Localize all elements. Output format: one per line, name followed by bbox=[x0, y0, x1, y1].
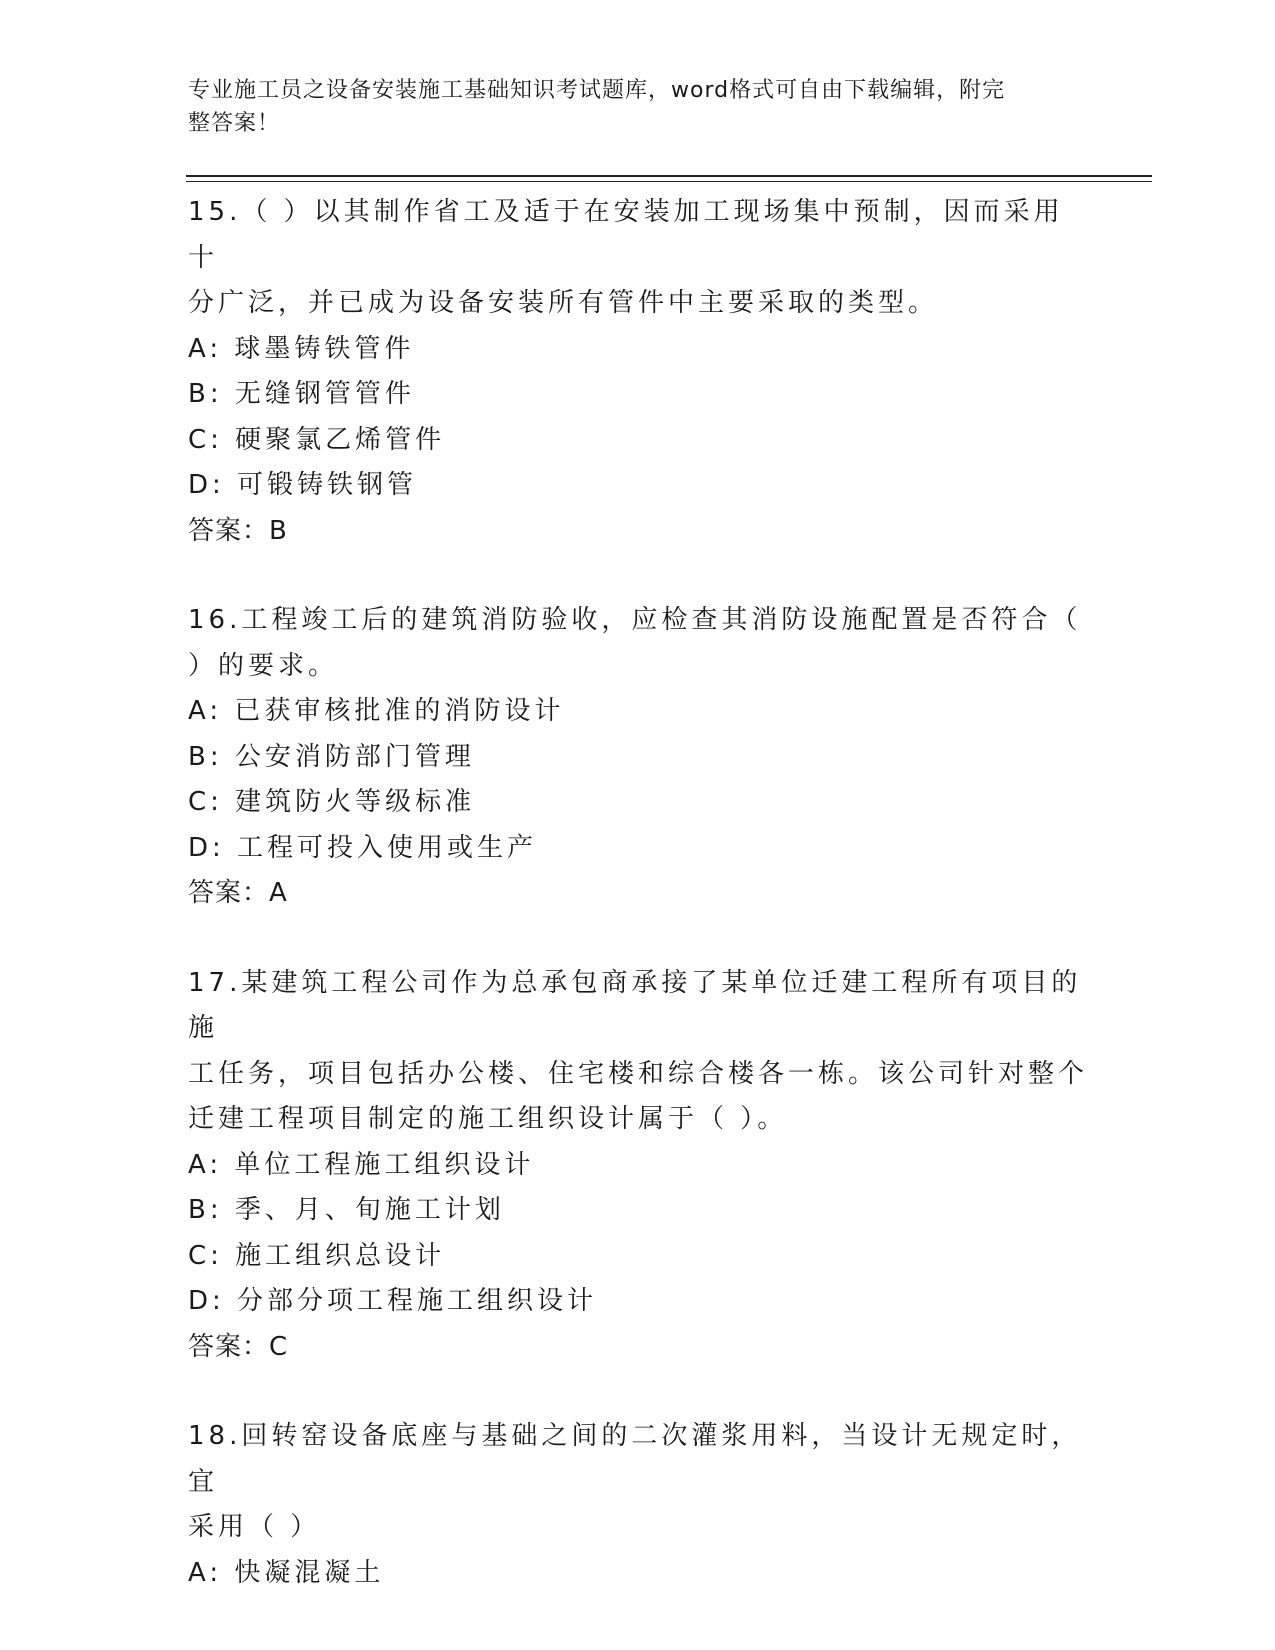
header-line-1: 专业施工员之设备安装施工基础知识考试题库，word格式可自由下载编辑，附完 bbox=[188, 78, 1006, 103]
answer-line: 答案：C bbox=[188, 1331, 289, 1362]
question-16 bbox=[188, 598, 1088, 917]
document-header bbox=[188, 74, 1088, 140]
question-stem-line: ）的要求。 bbox=[188, 650, 339, 681]
question-stem-line: 15.（ ）以其制作省工及适于在安装加工现场集中预制，因而采用十 bbox=[188, 197, 1064, 273]
header-divider-thin bbox=[186, 181, 1152, 182]
option-c: C: 施工组织总设计 bbox=[188, 1240, 446, 1271]
question-stem-line: 17.某建筑工程公司作为总承包商承接了某单位迁建工程所有项目的施 bbox=[188, 967, 1082, 1043]
header-line-2: 整答案！ bbox=[188, 111, 281, 136]
option-a: A: 已获审核批准的消防设计 bbox=[188, 696, 565, 726]
option-d: D: 工程可投入使用或生产 bbox=[188, 832, 538, 863]
answer-line: 答案：B bbox=[188, 515, 288, 546]
option-b: B: 公安消防部门管理 bbox=[188, 741, 475, 772]
question-stem-line: 采用（ ） bbox=[188, 1512, 321, 1542]
question-15 bbox=[188, 190, 1088, 554]
option-b: B: 季、月、旬施工计划 bbox=[188, 1195, 505, 1225]
option-c: C: 建筑防火等级标准 bbox=[188, 787, 476, 817]
header-divider-thick bbox=[186, 175, 1152, 177]
question-stem-line: 18.回转窑设备底座与基础之间的二次灌浆用料，当设计无规定时，宜 bbox=[188, 1421, 1082, 1497]
option-d: D: 可锻铸铁钢管 bbox=[188, 470, 418, 500]
option-a: A: 球墨铸铁管件 bbox=[188, 333, 415, 364]
question-stem-line: 工任务，项目包括办公楼、住宅楼和综合楼各一栋。该公司针对整个 bbox=[188, 1058, 1089, 1089]
question-stem-line: 分广泛，并已成为设备安装所有管件中主要采取的类型。 bbox=[188, 288, 939, 318]
question-stem-line: 16.工程竣工后的建筑消防验收，应检查其消防设施配置是否符合（ bbox=[188, 605, 1082, 635]
question-17 bbox=[188, 961, 1088, 1371]
question-stem-line: 迁建工程项目制定的施工组织设计属于（ ）。 bbox=[188, 1104, 788, 1134]
answer-line: 答案：A bbox=[188, 878, 288, 908]
option-a: A: 快凝混凝土 bbox=[188, 1557, 385, 1588]
question-list bbox=[188, 190, 1088, 1640]
option-a: A: 单位工程施工组织设计 bbox=[188, 1149, 535, 1180]
option-c: C: 硬聚氯乙烯管件 bbox=[188, 424, 446, 455]
option-b: B: 无缝钢管管件 bbox=[188, 379, 415, 409]
option-d: D: 分部分项工程施工组织设计 bbox=[188, 1286, 598, 1316]
question-18 bbox=[188, 1414, 1088, 1596]
